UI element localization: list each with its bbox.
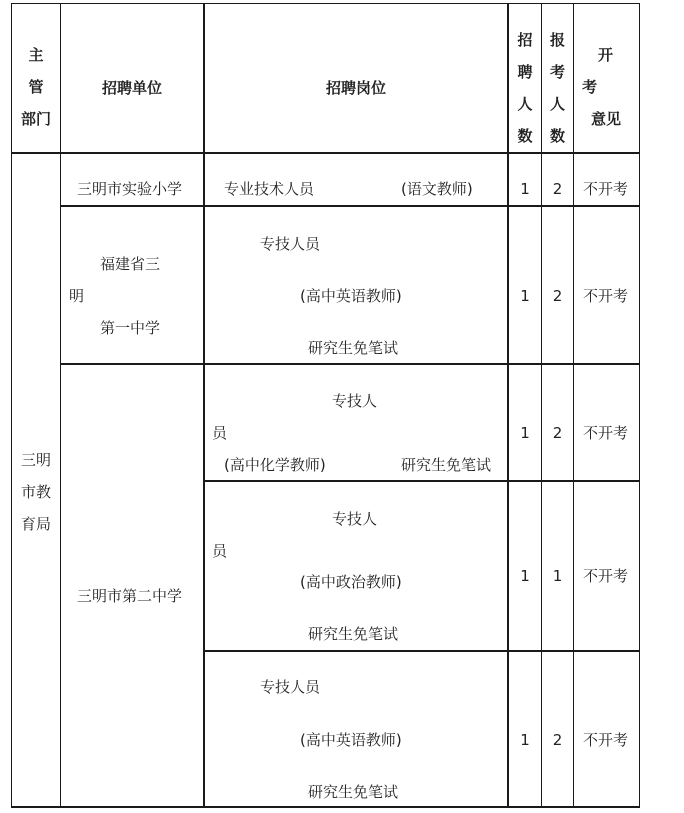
border-header-bottom [11, 152, 640, 154]
row-4-applicant-count: 1 [552, 567, 563, 585]
border-bottom [11, 806, 640, 808]
row-5-recruit-count: 1 [520, 731, 530, 749]
header-opinion: 开 考 意见 [582, 46, 622, 128]
row-5-opinion: 不开考 [583, 731, 629, 749]
position-row-4-title: 专技人 [332, 510, 378, 528]
position-row-3-title: 专技人 [332, 392, 378, 410]
row-divider-3 [203, 480, 640, 482]
position-row-4-subject: (高中政治教师) [300, 573, 402, 591]
header-applicant-count: 报 考 人 数 [549, 31, 565, 145]
row-2-applicant-count: 2 [552, 287, 563, 305]
header-recruit-count: 招 聘 人 数 [517, 31, 533, 145]
unit-cell-1: 三明市实验小学 [77, 180, 183, 198]
position-row-5-title: 专技人员 [260, 678, 321, 696]
header-position: 招聘岗位 [325, 79, 386, 97]
border-right [639, 3, 640, 808]
row-1-opinion: 不开考 [583, 180, 629, 198]
header-unit: 招聘单位 [101, 79, 162, 97]
unit-cell-2: 福建省三 明 第一中学 [69, 255, 161, 337]
row-4-recruit-count: 1 [520, 567, 530, 585]
row-4-opinion: 不开考 [583, 567, 629, 585]
row-1-recruit-count: 1 [520, 180, 530, 198]
position-row-3-note: 研究生免笔试 [401, 456, 492, 474]
position-row-4-note: 研究生免笔试 [308, 625, 399, 643]
position-row-5-note: 研究生免笔试 [308, 783, 399, 801]
position-row-2-note: 研究生免笔试 [308, 339, 399, 357]
row-5-applicant-count: 2 [552, 731, 563, 749]
position-row-3-subject: (高中化学教师) [224, 456, 326, 474]
row-divider-4 [203, 650, 640, 652]
row-2-opinion: 不开考 [583, 287, 629, 305]
unit-cell-3: 三明市第二中学 [77, 587, 183, 605]
border-top [11, 3, 640, 4]
row-1-applicant-count: 2 [552, 180, 563, 198]
col-divider-unit [203, 3, 205, 808]
row-divider-2 [60, 363, 640, 365]
position-row-4-title-cont: 员 [212, 542, 228, 560]
header-dept: 主 管 部门 [20, 46, 51, 128]
position-row-2-title: 专技人员 [260, 235, 321, 253]
position-row-1-title: 专业技术人员 [224, 180, 315, 198]
position-row-5-subject: (高中英语教师) [300, 731, 402, 749]
row-3-opinion: 不开考 [583, 424, 629, 442]
row-2-recruit-count: 1 [520, 287, 530, 305]
col-divider-dept [60, 3, 61, 808]
dept-cell: 三明 市教 育局 [20, 451, 51, 533]
position-row-1-subject: (语文教师) [401, 180, 473, 198]
row-3-recruit-count: 1 [520, 424, 530, 442]
position-row-3-title-cont: 员 [212, 424, 228, 442]
row-3-applicant-count: 2 [552, 424, 563, 442]
position-row-2-subject: (高中英语教师) [300, 287, 402, 305]
row-divider-1 [60, 205, 640, 207]
